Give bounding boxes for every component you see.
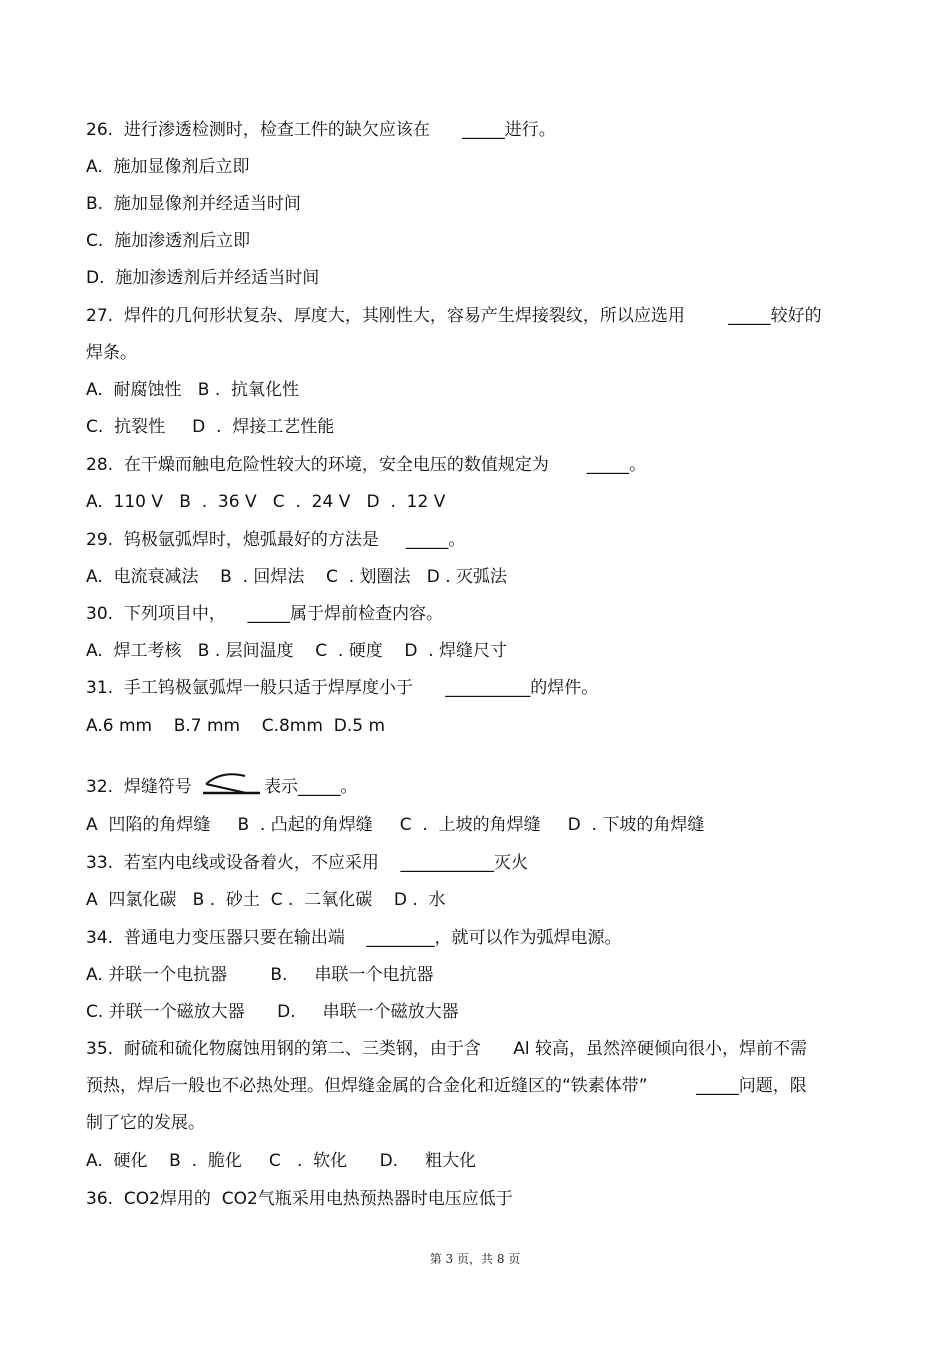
question-28: 28. 在干燥而触电危险性较大的环境，安全电压的数值规定为 _____。 — [86, 455, 647, 475]
question-35-continued: 预热，焊后一般也不必热处理。但焊缝金属的合金化和近缝区的“铁素体带” _____问题，限 — [86, 1076, 807, 1096]
question-32: 32. 焊缝符号 — [86, 777, 192, 797]
question-30: 30. 下列项目中， _____属于焊前检查内容。 — [86, 604, 443, 624]
question-35: 35. 耐硫和硫化物腐蚀用钢的第二、三类钢，由于含 Al 较高，虽然淬硬倾向很小，焊前不需 — [86, 1039, 808, 1059]
options: A 四氯化碳 B . 砂土 C . 二氧化碳 D . 水 — [86, 890, 446, 910]
question-35-continued: 制了它的发展。 — [86, 1113, 205, 1133]
options-cd: C. 抗裂性 D . 焊接工艺性能 — [86, 417, 335, 437]
question-31: 31. 手工钨极氩弧焊一般只适于焊厚度小于 __________的焊件。 — [86, 678, 599, 698]
page-footer: 第 3 页，共 8 页 — [429, 1252, 521, 1266]
option-c: C. 施加渗透剂后立即 — [86, 231, 251, 251]
options-cd: C. 并联一个磁放大器 D. 串联一个磁放大器 — [86, 1002, 459, 1022]
options: A. 110 V B . 36 V C . 24 V D . 12 V — [86, 492, 446, 512]
options-ab: A. 并联一个电抗器 B. 串联一个电抗器 — [86, 965, 434, 985]
options: A. 焊工考核 B . 层间温度 C . 硬度 D . 焊缝尺寸 — [86, 641, 508, 661]
options: A 凹陷的角焊缝 B . 凸起的角焊缝 C . 上坡的角焊缝 D . 下坡的角焊缝 — [86, 815, 705, 835]
question-34: 34. 普通电力变压器只要在输出端 ________，就可以作为弧焊电源。 — [86, 928, 622, 948]
question-26: 26. 进行渗透检测时，检查工件的缺欠应该在 _____进行。 — [86, 120, 556, 140]
option-d: D. 施加渗透剂后并经适当时间 — [86, 268, 320, 288]
options: A. 电流衰减法 B . 回焊法 C . 划圈法 D . 灭弧法 — [86, 567, 508, 587]
weld-symbol-icon — [200, 762, 262, 796]
option-a: A. 施加显像剂后立即 — [86, 157, 250, 177]
option-b: B. 施加显像剂并经适当时间 — [86, 194, 301, 214]
question-29: 29. 钨极氩弧焊时，熄弧最好的方法是 _____。 — [86, 530, 466, 550]
question-27: 27. 焊件的几何形状复杂、厚度大，其刚性大，容易产生焊接裂纹，所以应选用 _____较好的 — [86, 306, 822, 326]
options-ab: A. 耐腐蚀性 B . 抗氧化性 — [86, 380, 300, 400]
question-27-continued: 焊条。 — [86, 343, 137, 363]
options: A.6 mm B.7 mm C.8mm D.5 m — [86, 716, 386, 736]
question-33: 33. 若室内电线或设备着火，不应采用 ___________灭火 — [86, 853, 528, 873]
question-32-continued: 表示_____。 — [264, 777, 358, 797]
question-36: 36. CO2焊用的 CO2气瓶采用电热预热器时电压应低于 — [86, 1189, 513, 1209]
options: A. 硬化 B . 脆化 C . 软化 D. 粗大化 — [86, 1151, 477, 1171]
